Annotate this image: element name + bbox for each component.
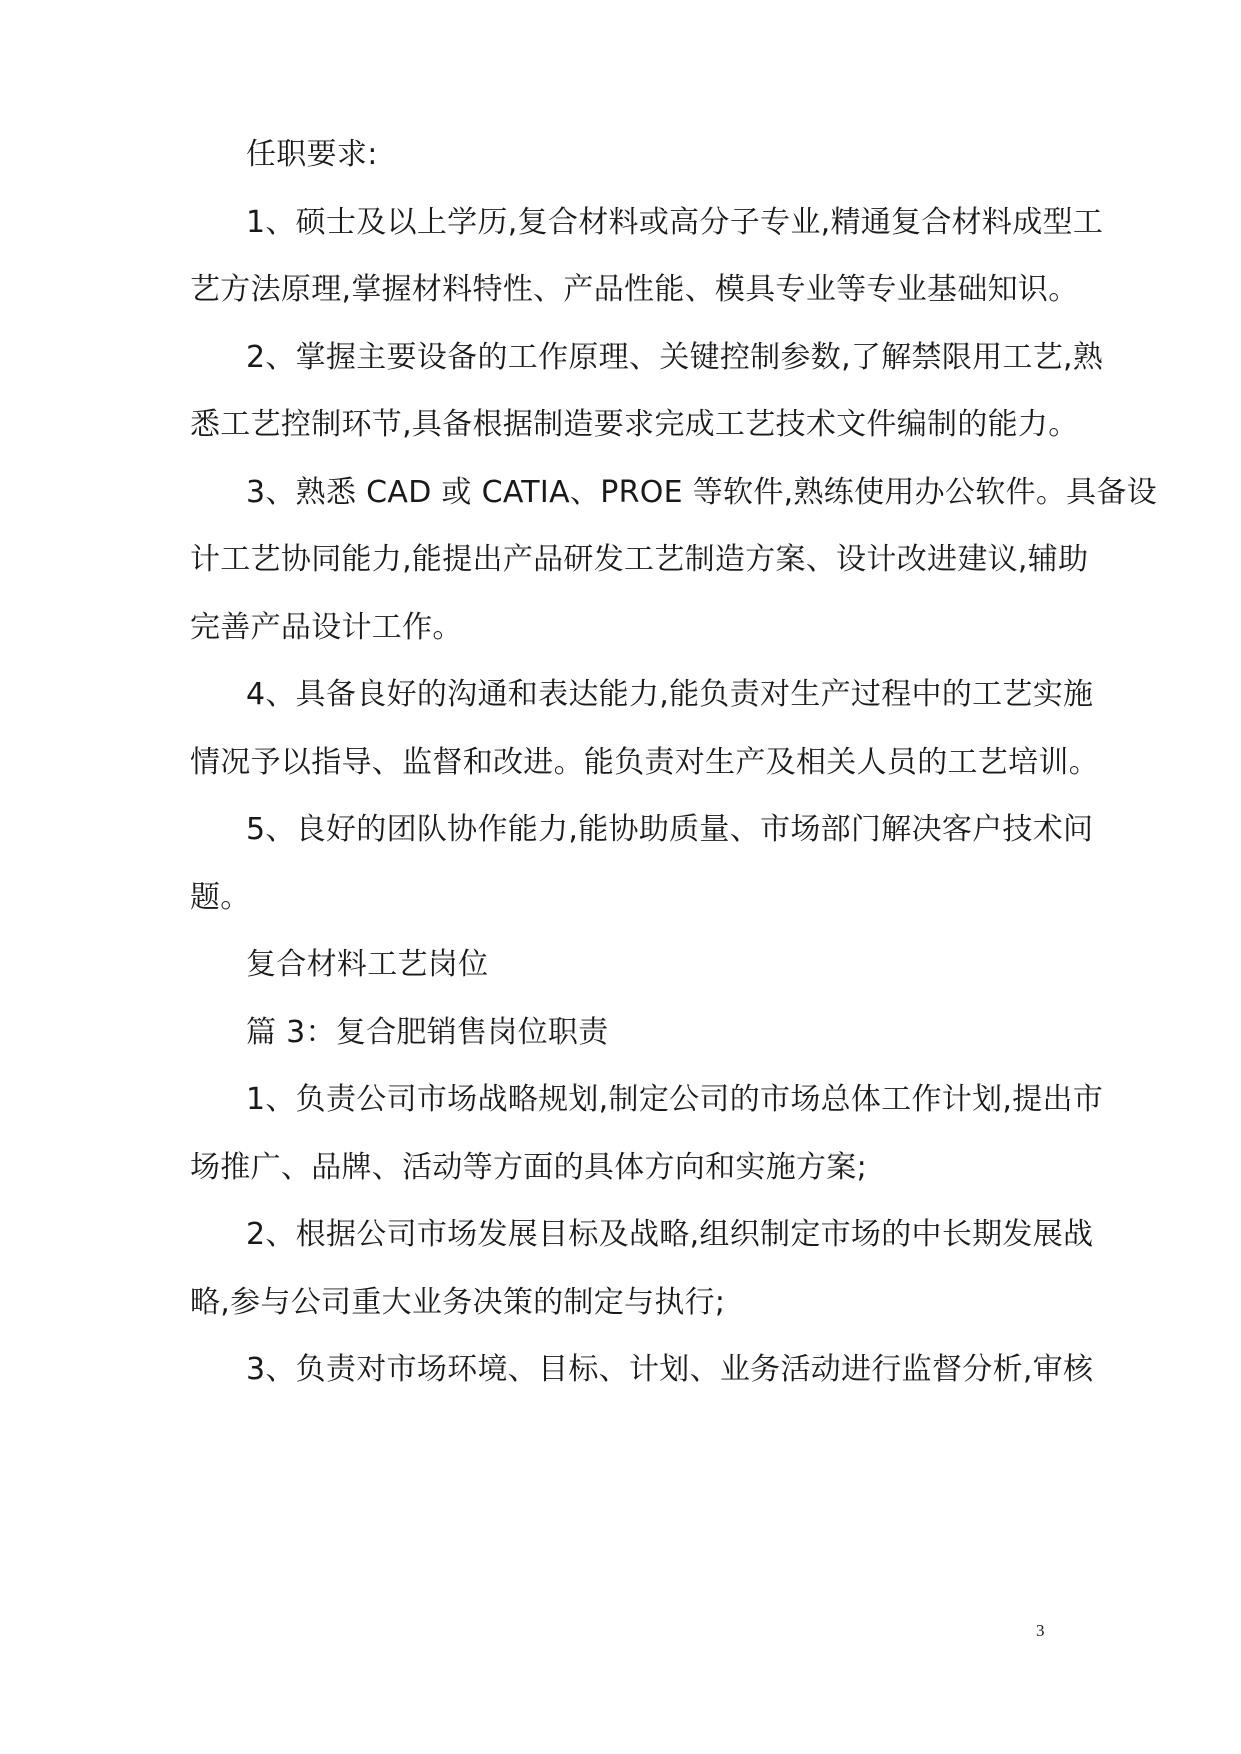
paragraph-line: 略,参与公司重大业务决策的制定与执行; (190, 1285, 726, 1320)
paragraph-line: 完善产品设计工作。 (190, 610, 463, 645)
paragraph-line: 悉工艺控制环节,具备根据制造要求完成工艺技术文件编制的能力。 (190, 407, 1079, 442)
paragraph-line: 情况予以指导、监督和改进。能负责对生产及相关人员的工艺培训。 (190, 745, 1099, 780)
paragraph-line: 3、负责对市场环境、目标、计划、业务活动进行监督分析,审核 (246, 1352, 1094, 1387)
section-heading: 复合材料工艺岗位 (246, 947, 489, 982)
section-heading-requirements: 任职要求: (246, 137, 378, 172)
paragraph-line: 4、具备良好的沟通和表达能力,能负责对生产过程中的工艺实施 (246, 677, 1094, 712)
paragraph-line: 艺方法原理,掌握材料特性、产品性能、模具专业等专业基础知识。 (190, 272, 1079, 307)
paragraph-line: 2、掌握主要设备的工作原理、关键控制参数,了解禁限用工艺,熟 (246, 340, 1104, 375)
paragraph-line: 3、熟悉 CAD 或 CATIA、PROE 等软件,熟练使用办公软件。具备设 (246, 475, 1158, 510)
chapter-heading: 篇 3：复合肥销售岗位职责 (246, 1015, 609, 1050)
paragraph-line: 1、负责公司市场战略规划,制定公司的市场总体工作计划,提出市 (246, 1082, 1104, 1117)
paragraph-line: 5、良好的团队协作能力,能协助质量、市场部门解决客户技术问 (246, 812, 1094, 847)
paragraph-line: 1、硕士及以上学历,复合材料或高分子专业,精通复合材料成型工 (246, 205, 1104, 240)
paragraph-line: 2、根据公司市场发展目标及战略,组织制定市场的中长期发展战 (246, 1217, 1094, 1252)
paragraph-line: 题。 (190, 880, 251, 915)
paragraph-line: 计工艺协同能力,能提出产品研发工艺制造方案、设计改进建议,辅助 (190, 542, 1089, 577)
paragraph-line: 场推广、品牌、活动等方面的具体方向和实施方案; (190, 1150, 868, 1185)
page-number: 3 (1036, 1621, 1045, 1640)
